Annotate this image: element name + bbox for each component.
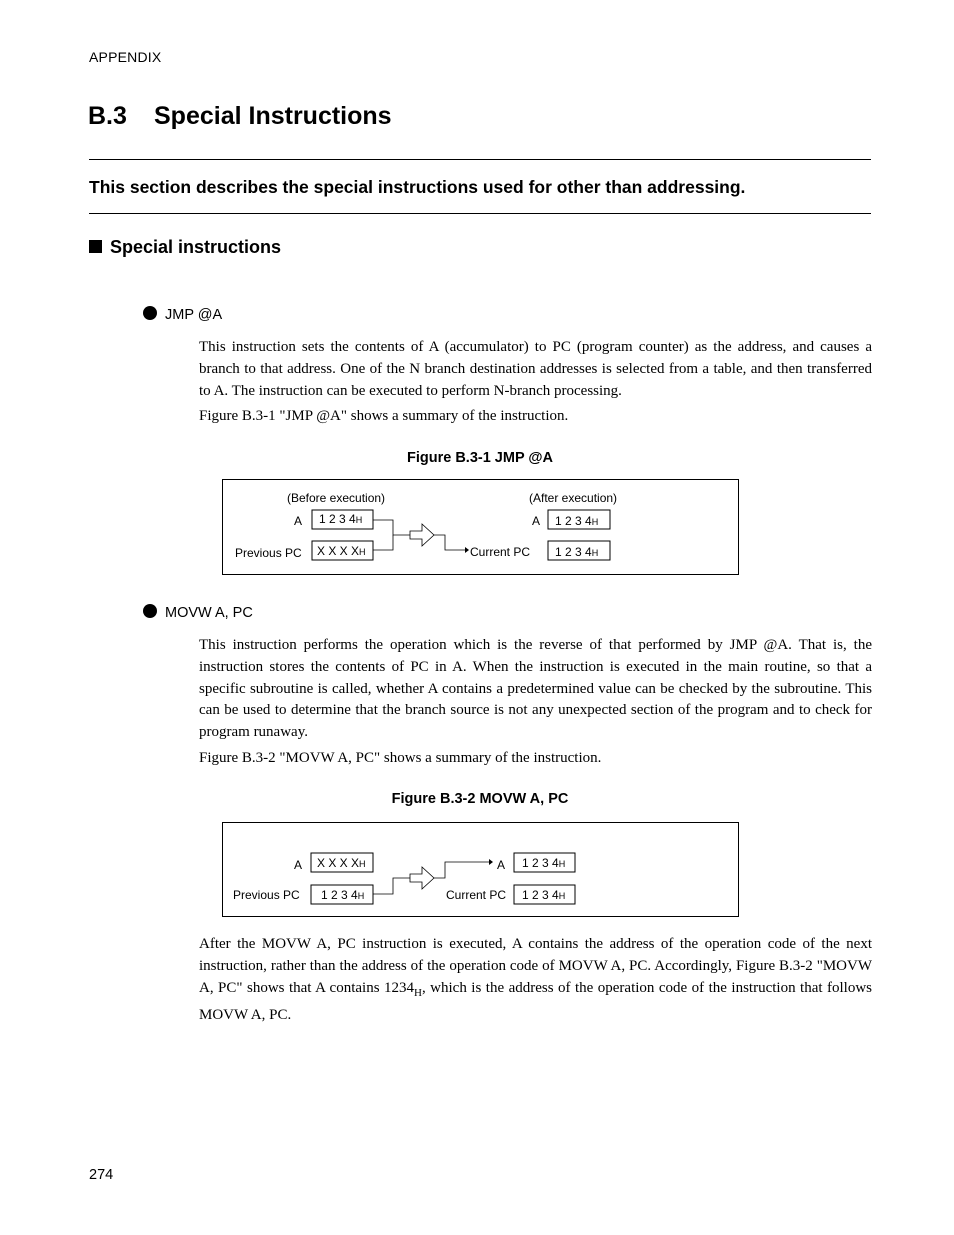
connector-line — [373, 535, 393, 550]
running-header: APPENDIX — [89, 49, 162, 65]
after-execution-label: (After execution) — [529, 491, 618, 505]
a-before-value: 1 2 3 4H — [319, 512, 363, 526]
current-pc-label: Current PC — [446, 888, 507, 902]
figure-jmp — [222, 479, 739, 575]
current-pc-label: Current PC — [470, 545, 531, 559]
hollow-arrow-icon — [410, 524, 434, 546]
previous-pc-label: Previous PC — [235, 546, 302, 560]
pc-after-value: 1 2 3 4H — [555, 545, 599, 559]
jmp-description: This instruction sets the contents of A (accumulator) to PC (program counter) as the address, and causes a branch to that address. One of the N branch destination addresses is selected from a table, and then transferred to A. The instruction can be executed to perform N-branch processing. — [199, 339, 872, 399]
bullet-movw — [143, 604, 253, 621]
circle-bullet-icon — [143, 604, 157, 618]
square-bullet-icon — [89, 240, 102, 253]
bullet-jmp — [143, 306, 222, 323]
register-a-label: A — [294, 514, 303, 528]
bullet-jmp-label: JMP @A — [165, 307, 223, 323]
connector-line — [434, 535, 465, 550]
movw-explanation — [199, 933, 872, 1026]
section-title — [88, 102, 392, 131]
a-after-value: 1 2 3 4H — [555, 514, 599, 528]
pc-before-value: X X X XH — [317, 544, 366, 558]
hollow-arrow-icon — [410, 867, 434, 889]
before-execution-label: (Before execution) — [287, 491, 386, 505]
circle-bullet-icon — [143, 306, 157, 320]
section-number: B.3 — [88, 102, 127, 130]
arrow-head-icon — [465, 547, 469, 553]
bottom-rule — [89, 213, 871, 214]
subsection-heading — [89, 237, 281, 258]
figure-caption-jmp: Figure B.3-1 JMP @A — [406, 450, 553, 466]
section-summary: This section describes the special instructions used for other than addressing. — [89, 177, 746, 197]
movw-explanation-text: After the MOVW A, PC instruction is executed, A contains the address of the operation code of the next instruction, rather than the address of the operation code of MOVW A, PC. Accordingly, Figure B.3-2 "MOVW A, PC" shows that A contains 1234 — [199, 936, 872, 996]
figure-caption-movw: Figure B.3-2 MOVW A, PC — [391, 791, 569, 807]
pc-before-value: 1 2 3 4H — [321, 888, 365, 902]
register-a-label: A — [294, 858, 303, 872]
movw-description: This instruction performs the operation which is the reverse of that performed by JMP @A. That is, the instruction stores the contents of PC in A. When the instruction is executed in the main routine, so that a specific subroutine is called, whether A contains a predetermined value can be checked by the subroutine. This can be used to determine that the branch source is not any unexpected section of the program and to check for program runaway. — [199, 637, 872, 741]
jmp-figure-reference: Figure B.3-1 "JMP @A" shows a summary of the instruction. — [199, 408, 569, 424]
pc-after-value: 1 2 3 4H — [522, 888, 566, 902]
movw-explanation-text-cont: , which is the address of the operation code of the instruction that follows MOVW A, PC. — [199, 980, 872, 1023]
hex-suffix: H — [414, 987, 422, 999]
register-a-label: A — [532, 514, 541, 528]
arrow-head-icon — [489, 859, 493, 865]
connector-line — [373, 878, 410, 894]
movw-figure-reference: Figure B.3-2 "MOVW A, PC" shows a summary of the instruction. — [199, 750, 602, 766]
connector-line — [373, 520, 410, 535]
top-rule — [89, 159, 871, 160]
section-title-text: Special Instructions — [154, 102, 392, 130]
figure-movw — [222, 822, 739, 917]
bullet-movw-label: MOVW A, PC — [165, 605, 253, 621]
page-number: 274 — [89, 1167, 114, 1183]
a-before-value: X X X XH — [317, 856, 366, 870]
connector-line — [434, 862, 489, 878]
register-a-label: A — [497, 858, 506, 872]
subsection-title: Special instructions — [110, 237, 282, 257]
a-after-value: 1 2 3 4H — [522, 856, 566, 870]
previous-pc-label: Previous PC — [233, 888, 300, 902]
